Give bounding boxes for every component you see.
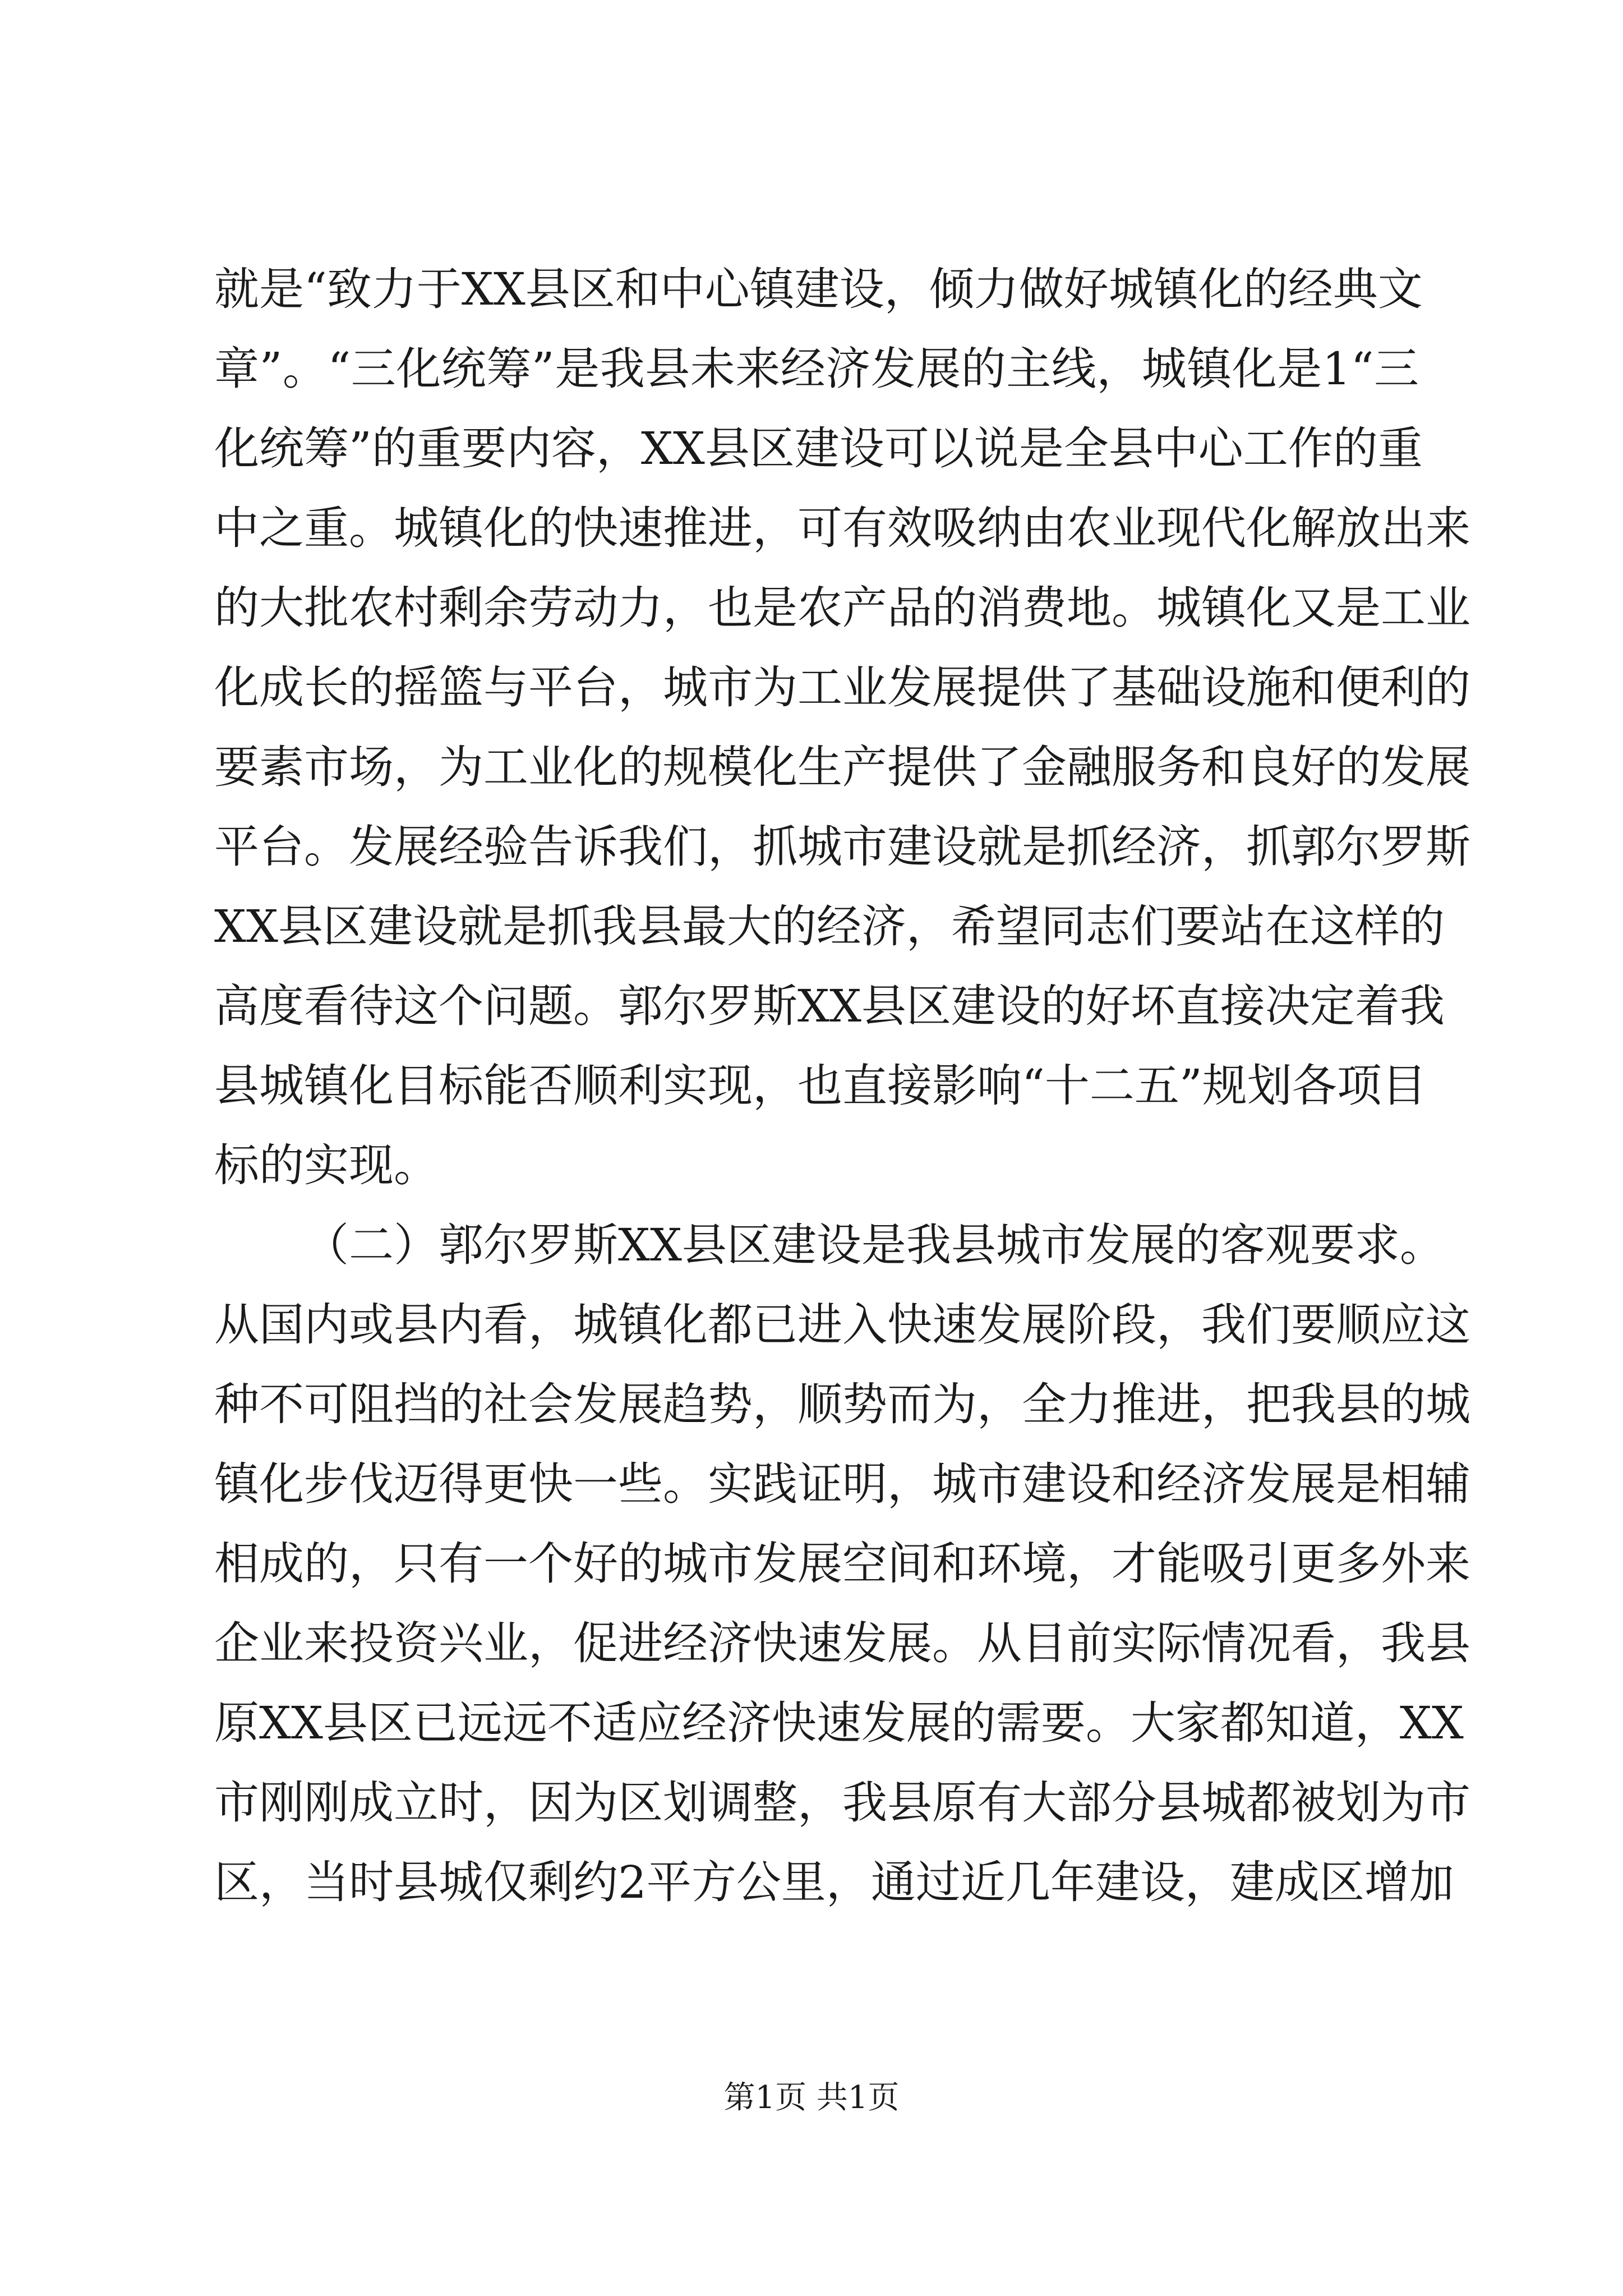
text-line: 中之重。城镇化的快速推进，可有效吸纳由农业现代化解放出来 <box>214 502 1470 554</box>
text-line: 的大批农村剩余劳动力，也是农产品的消费地。城镇化又是工业 <box>214 582 1470 634</box>
text-line: 从国内或县内看，城镇化都已进入快速发展阶段，我们要顺应这 <box>214 1299 1470 1351</box>
text-line: 原XX县区已远远不适应经济快速发展的需要。大家都知道，XX <box>214 1697 1464 1749</box>
text-line: XX县区建设就是抓我县最大的经济，希望同志们要站在这样的 <box>214 900 1445 953</box>
text-line: 种不可阻挡的社会发展趋势，顺势而为，全力推进，把我县的城 <box>214 1378 1470 1430</box>
text-line: 相成的，只有一个好的城市发展空间和环境，才能吸引更多外来 <box>214 1538 1470 1590</box>
text-line: 镇化步伐迈得更快一些。实践证明，城市建设和经济发展是相辅 <box>214 1458 1470 1510</box>
text-line: 高度看待这个问题。郭尔罗斯XX县区建设的好坏直接决定着我 <box>214 980 1445 1032</box>
text-line: 标的实现。 <box>214 1139 439 1191</box>
page-number-label: 第1页 共1页 <box>723 2079 900 2116</box>
text-line: 区，当时县城仅剩约2平方公里，通过近几年建设，建成区增加 <box>214 1856 1454 1908</box>
paragraph-2 <box>214 1205 1470 1922</box>
page-footer <box>0 2076 1623 2120</box>
text-line: （二）郭尔罗斯XX县区建设是我县城市发展的客观要求。 <box>304 1219 1445 1271</box>
text-line: 章”。“三化统筹”是我县未来经济发展的主线，城镇化是1“三 <box>214 343 1419 395</box>
document-body <box>214 250 1470 1922</box>
text-line: 化统筹”的重要内容，XX县区建设可以说是全县中心工作的重 <box>214 422 1423 475</box>
paragraph-1 <box>214 250 1470 1205</box>
text-line: 平台。发展经验告诉我们，抓城市建设就是抓经济，抓郭尔罗斯 <box>214 821 1470 873</box>
text-line: 要素市场，为工业化的规模化生产提供了金融服务和良好的发展 <box>214 741 1470 793</box>
text-line: 市刚刚成立时，因为区划调整，我县原有大部分县城都被划为市 <box>214 1777 1470 1829</box>
text-line: 就是“致力于XX县区和中心镇建设，倾力做好城镇化的经典文 <box>214 263 1423 315</box>
text-line: 企业来投资兴业，促进经济快速发展。从目前实际情况看，我县 <box>214 1617 1470 1669</box>
text-line: 县城镇化目标能否顺利实现，也直接影响“十二五”规划各项目 <box>214 1060 1427 1112</box>
text-line: 化成长的摇篮与平台，城市为工业发展提供了基础设施和便利的 <box>214 661 1470 714</box>
